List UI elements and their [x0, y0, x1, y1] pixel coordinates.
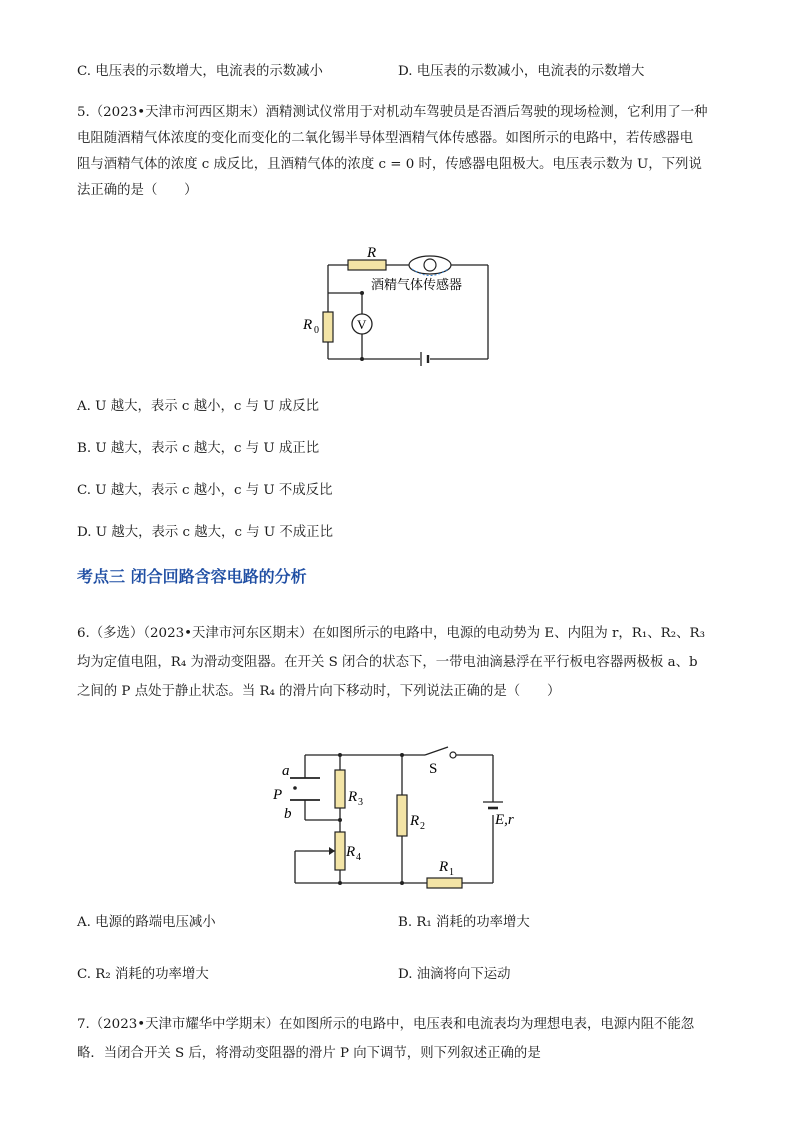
rheostat-r4 [335, 832, 345, 870]
q4-option-d: D. 电压表的示数减小，电流表的示数增大 [398, 64, 645, 79]
q6-option-b: B. R₁ 消耗的功率增大 [398, 915, 530, 930]
label-r3: R [348, 789, 358, 805]
label-s: S [429, 761, 438, 777]
resistor-r2 [397, 795, 407, 836]
q5-circuit-diagram [290, 238, 500, 368]
oil-drop [293, 786, 297, 790]
q5-stem-line: 法正确的是（ ） [77, 183, 198, 198]
q7-stem [77, 1010, 717, 1068]
q6-circuit-diagram [265, 745, 514, 890]
resistor-r1 [427, 878, 462, 888]
label-b: b [284, 806, 292, 822]
label-r1-sub: 1 [449, 867, 454, 878]
label-r4: R [346, 844, 356, 860]
label-p: P [273, 787, 283, 803]
q6-stem-line: 6.（多选）（2023•天津市河东区期末）在如图所示的电路中，电源的电动势为 E、内阻为 r，R₁、R₂、R₃ [77, 626, 705, 641]
resistor-r [348, 260, 386, 270]
resistor-r0 [323, 312, 333, 342]
q5-option-a: A. U 越大，表示 c 越小，c 与 U 成反比 [77, 399, 319, 414]
q5-stem-line: 阻与酒精气体的浓度 c 成反比，且酒精气体的浓度 c = 0 时，传感器电阻极大。电压表示数为 U，下列说 [77, 157, 702, 172]
switch-s [450, 752, 456, 758]
section-title: 考点三 闭合回路含容电路的分析 [77, 567, 307, 586]
q6-option-c: C. R₂ 消耗的功率增大 [77, 967, 209, 982]
label-r2-sub: 2 [420, 821, 425, 832]
q5-stem-line: 电阻随酒精气体浓度的变化而变化的二氧化锡半导体型酒精气体传感器。如图所示的电路中，若传感器电 [77, 131, 693, 146]
q5-stem [77, 100, 717, 204]
resistor-r3 [335, 770, 345, 808]
label-r3-sub: 3 [358, 797, 363, 808]
label-r0-sub: 0 [314, 325, 319, 336]
label-r: R [367, 245, 377, 261]
label-r0: R [303, 317, 313, 333]
q6-option-d: D. 油滴将向下运动 [398, 967, 511, 982]
label-sensor: 酒精气体传感器 [371, 278, 463, 293]
q6-option-a: A. 电源的路端电压减小 [77, 915, 216, 930]
q6-stem-line: 均为定值电阻，R₄ 为滑动变阻器。在开关 S 闭合的状态下，一带电油滴悬浮在平行板电容器两极板 a、b [77, 655, 698, 670]
q5-option-d: D. U 越大，表示 c 越大，c 与 U 不成正比 [77, 525, 333, 540]
q7-stem-line: 7.（2023•天津市耀华中学期末）在如图所示的电路中，电压表和电流表均为理想电表，电源内阻不能忽 [77, 1017, 695, 1032]
label-a: a [282, 763, 290, 779]
label-r4-sub: 4 [356, 852, 361, 863]
q5-option-c: C. U 越大，表示 c 越小，c 与 U 不成反比 [77, 483, 333, 498]
label-er: E,r [495, 812, 514, 828]
label-v: V [357, 317, 367, 332]
q5-stem-line: 5.（2023•天津市河西区期末）酒精测试仪常用于对机动车驾驶员是否酒后驾驶的现场检测，它利用了一种 [77, 105, 708, 120]
q4-option-c: C. 电压表的示数增大，电流表的示数减小 [77, 64, 323, 79]
label-r1: R [439, 859, 449, 875]
q7-stem-line: 略．当闭合开关 S 后，将滑动变阻器的滑片 P 向下调节，则下列叙述正确的是 [77, 1046, 541, 1061]
q5-option-b: B. U 越大，表示 c 越大，c 与 U 成正比 [77, 441, 320, 456]
q6-stem-line: 之间的 P 点处于静止状态。当 R₄ 的滑片向下移动时，下列说法正确的是（ ） [77, 684, 561, 699]
label-r2: R [410, 813, 420, 829]
q6-stem [77, 619, 717, 706]
